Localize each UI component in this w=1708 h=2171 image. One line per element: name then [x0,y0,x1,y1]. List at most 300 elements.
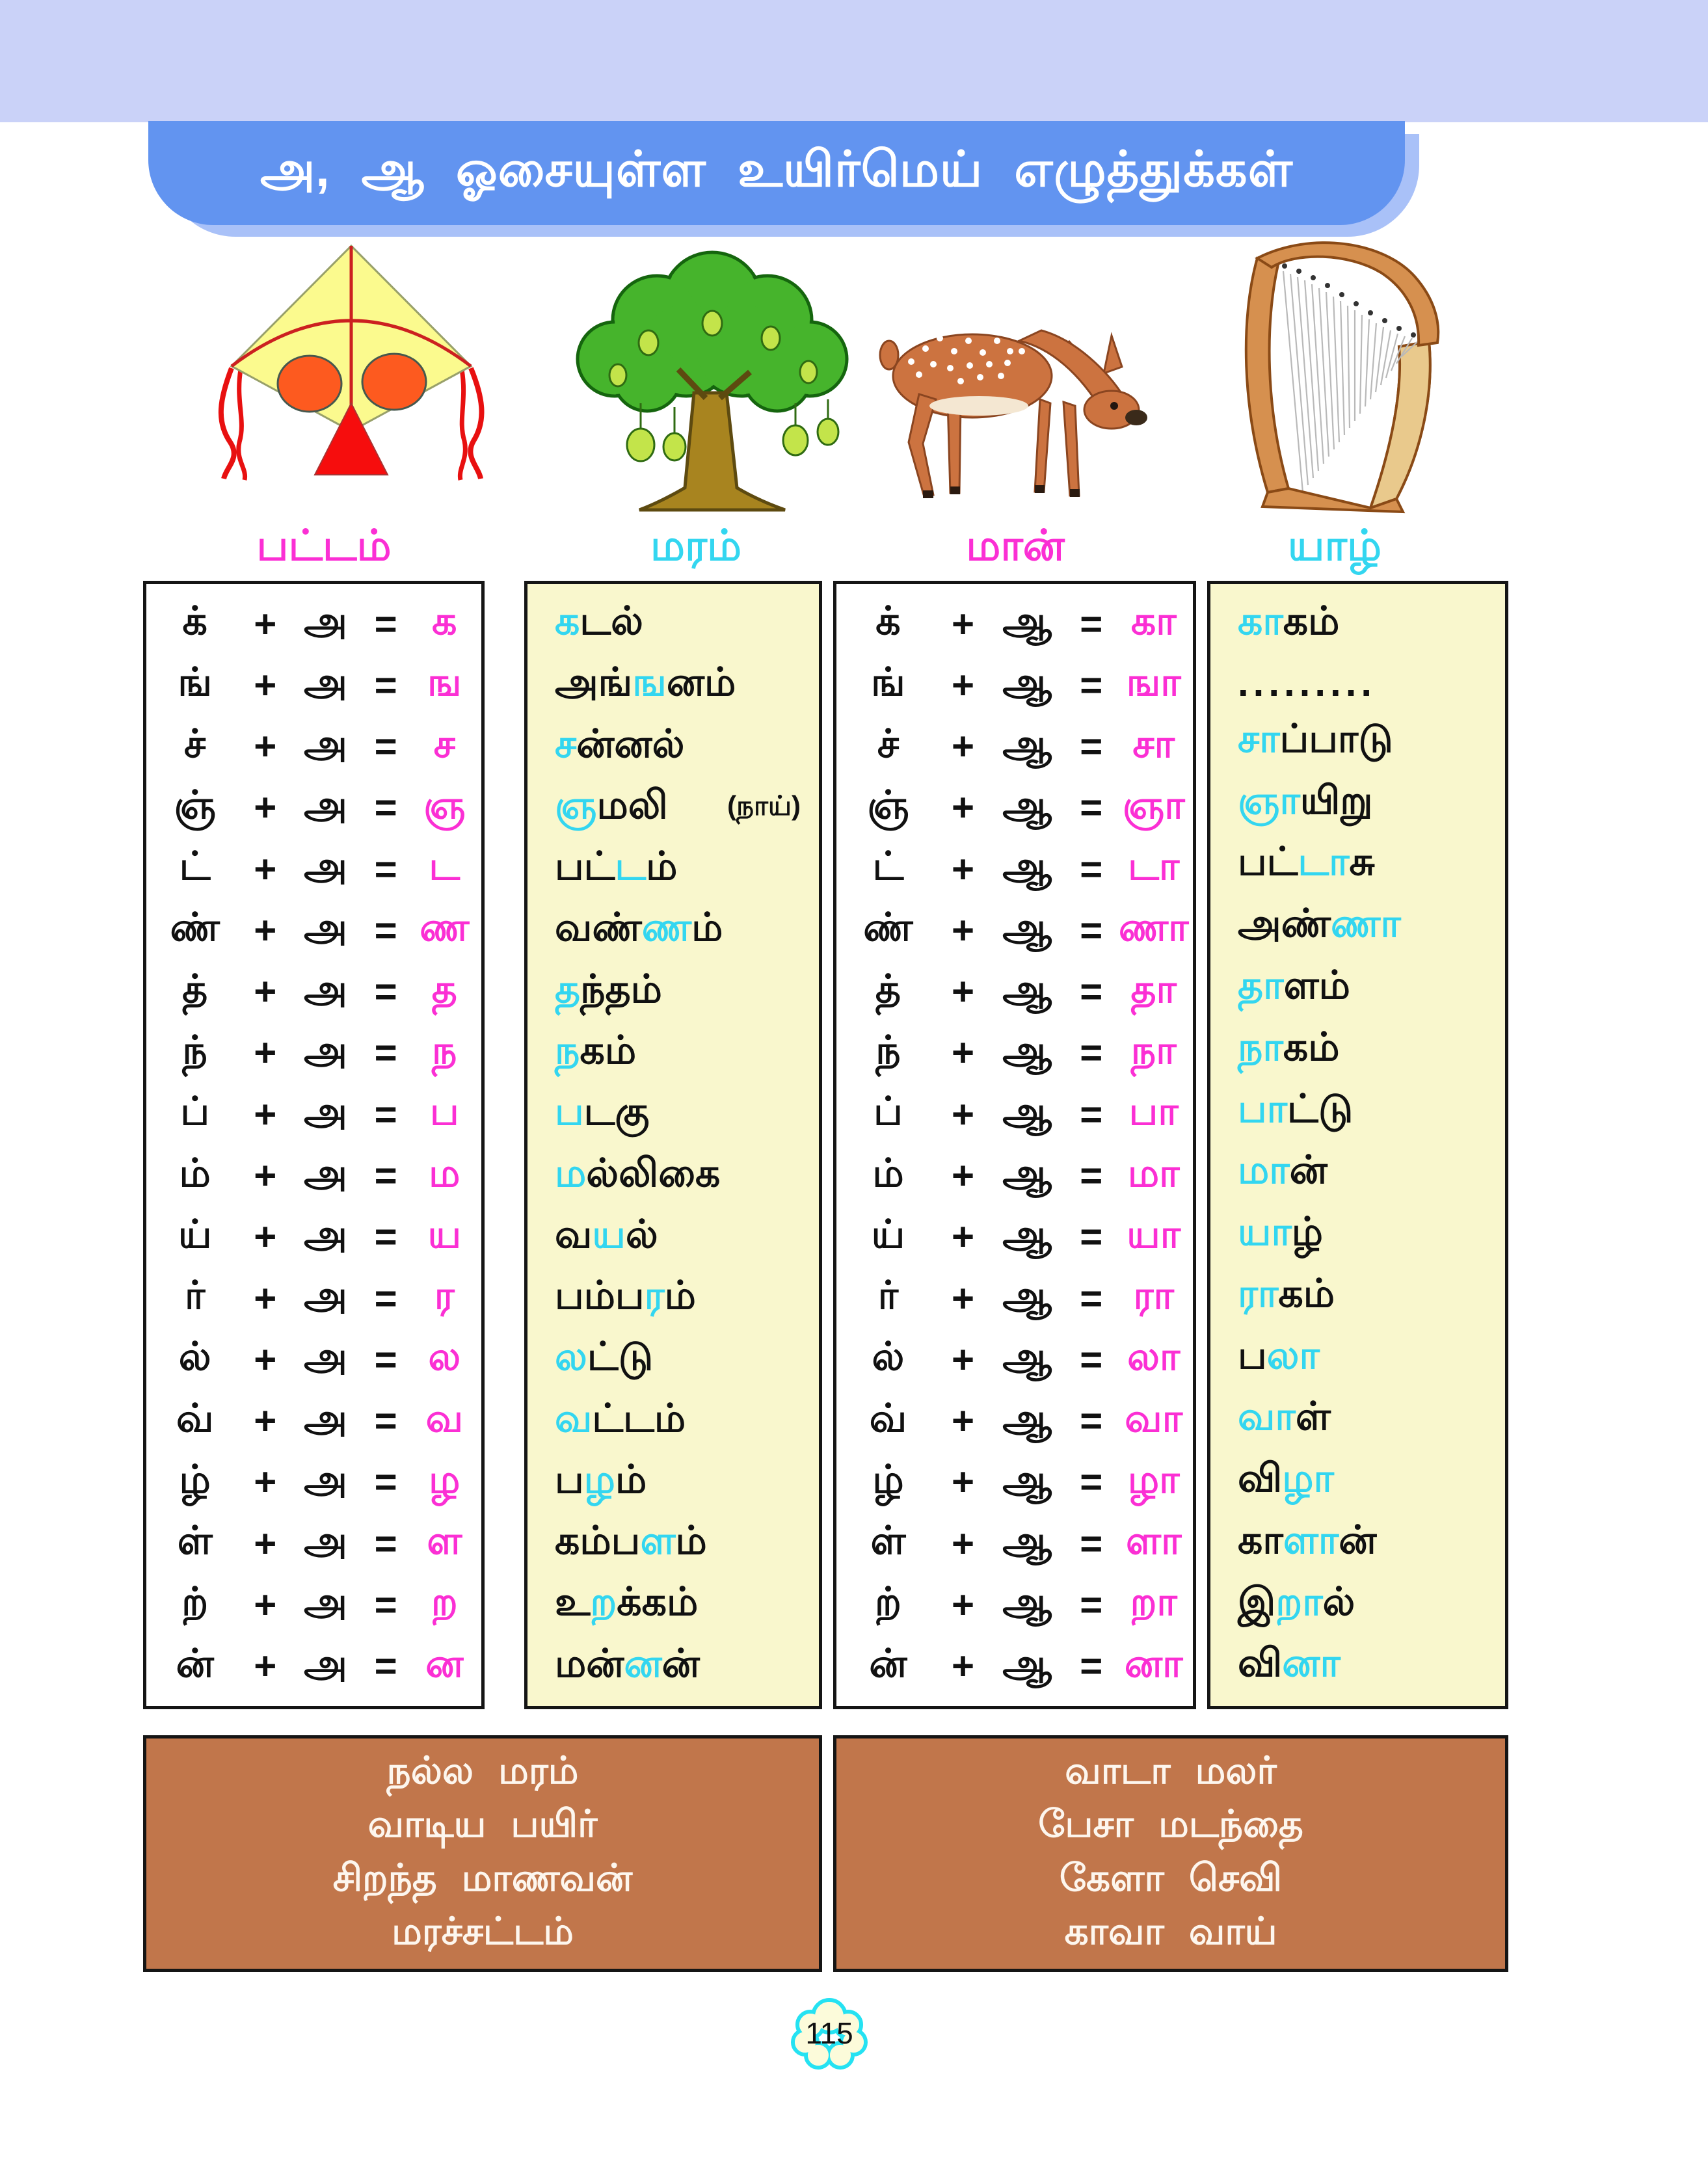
equals-sign: = [374,970,397,1014]
equals-sign: = [1080,970,1103,1014]
word-prefix: பட் [1238,840,1298,884]
example-word-row [527,1579,819,1630]
page-number-flower [786,1997,874,2073]
vowel-letter: ஆ [1002,1519,1052,1563]
consonant-letter: வ் [176,1396,214,1440]
example-word-row [1210,839,1505,890]
word-highlight: ம [555,1151,587,1195]
kite-ribbon-right [470,368,481,479]
consonant-letter: க் [182,599,207,643]
plus-sign: + [952,970,975,1014]
label-deer: மான் [966,521,1065,569]
kite-ribbon-right2 [460,369,465,480]
equation-row [836,844,1193,894]
result-letter: யா [1127,1212,1181,1256]
vowel-letter: அ [304,966,347,1011]
word-suffix: சு [1349,840,1375,884]
phrase-line: சிறந்த மாணவன் [332,1856,633,1899]
vowel-letter: அ [304,1273,347,1318]
kite-eye-left [278,356,341,412]
word-note: (நாய்) [727,790,801,821]
word-highlight: லா [1266,1333,1320,1377]
word-prefix: மன் [555,1641,624,1685]
equation-row [146,1151,481,1201]
example-word-row [1210,1147,1505,1198]
equals-sign: = [1080,1337,1103,1381]
top-band [0,0,1708,122]
word-highlight: ண [641,905,692,950]
consonant-letter: ள் [870,1519,906,1563]
result-letter: ட [429,844,460,888]
result-letter: டா [1128,844,1180,888]
plus-sign: + [254,1337,277,1381]
result-letter: ழ [429,1457,460,1501]
example-word-row [1210,598,1505,649]
word-suffix: ல் [625,1212,658,1256]
phrase-line: நல்ல மரம் [386,1749,579,1792]
consonant-letter: ற் [181,1580,209,1624]
consonant-letter: ல் [872,1335,905,1379]
result-letter: றா [1130,1580,1177,1624]
deer-muzzle [1125,410,1147,425]
word-prefix: அங் [555,660,633,704]
plus-sign: + [254,1644,277,1688]
word-highlight: றா [1275,1579,1323,1623]
aa-words-box [1207,581,1508,1709]
result-letter: ழா [1127,1457,1180,1501]
example-word-row [527,1518,819,1569]
equation-row [146,659,481,710]
plus-sign: + [952,1276,975,1320]
word-highlight: ச [555,721,577,766]
word-suffix: ள் [1295,1394,1331,1439]
word-prefix: ப [1238,1333,1267,1377]
consonant-letter: ய் [178,1212,212,1256]
word-prefix: கா [1238,1517,1283,1562]
word-suffix: ன் [1339,1517,1377,1562]
phrase-box-right [833,1735,1508,1972]
vowel-letter: ஆ [1002,1641,1052,1685]
plus-sign: + [952,1582,975,1627]
word-suffix: ட்டு [1287,1086,1354,1130]
equals-sign: = [1080,1276,1103,1320]
equation-row [146,1641,481,1692]
example-word-row [527,1641,819,1692]
word-suffix: ன் [1289,1148,1328,1192]
vowel-letter: ஆ [1002,721,1052,766]
plus-sign: + [952,786,975,830]
consonant-letter: ங் [178,660,212,704]
equals-sign: = [374,786,397,830]
result-letter: ல [428,1335,461,1379]
consonant-letter: ர் [184,1273,206,1318]
consonant-letter: ழ் [872,1457,904,1501]
result-letter: வா [1125,1396,1183,1440]
equals-sign: = [374,1337,397,1381]
consonant-letter: ட் [872,844,904,888]
word-suffix: ல்லிகை [586,1151,721,1195]
a-words-box [524,581,822,1709]
vowel-letter: அ [304,1335,347,1379]
consonant-letter: ள் [177,1519,213,1563]
word-suffix: க்கம் [617,1580,699,1624]
equals-sign: = [1080,1031,1103,1075]
word-highlight: ளா [1283,1517,1339,1562]
equals-sign: = [1080,1154,1103,1198]
word-prefix: அண் [1238,901,1331,946]
vowel-letter: அ [304,1457,347,1501]
plus-sign: + [254,1276,277,1320]
consonant-letter: ல் [178,1335,211,1379]
plus-sign: + [952,1031,975,1075]
result-letter: ன [425,1641,464,1685]
example-word-row [527,1396,819,1446]
word-suffix: ......... [1238,661,1377,705]
example-word-row [527,966,819,1017]
result-letter: ங [427,660,462,704]
equals-sign: = [374,1399,397,1443]
result-letter: ஞா [1122,782,1185,827]
word-highlight: ஞா [1238,778,1300,822]
example-word-row [527,844,819,894]
consonant-letter: ச் [184,721,206,766]
consonant-letter: ன் [176,1641,214,1685]
a-equations-box [143,581,485,1709]
kite-ribbon-left2 [239,369,245,480]
result-letter: மா [1127,1151,1180,1195]
word-highlight: ந [555,1028,580,1072]
word-highlight: டா [1298,840,1350,884]
word-highlight: ள [640,1519,676,1563]
vowel-letter: அ [304,1519,347,1563]
example-word-row [1210,1209,1505,1260]
result-letter: ய [427,1212,462,1256]
example-word-row [527,721,819,772]
plus-sign: + [952,1399,975,1443]
word-highlight: ன [624,1641,662,1685]
word-prefix: வி [1238,1456,1283,1500]
plus-sign: + [952,602,975,646]
consonant-letter: ண் [863,905,913,950]
example-word-row [1210,1456,1505,1506]
example-word-row [527,659,819,710]
equation-row [836,1151,1193,1201]
word-highlight: ல [555,1335,587,1379]
plus-sign: + [254,602,277,646]
word-suffix: கம் [1283,599,1340,643]
equals-sign: = [374,847,397,891]
word-prefix: ப [555,1457,584,1501]
word-suffix: கம் [1283,1024,1340,1069]
equation-row [836,721,1193,772]
equals-sign: = [374,725,397,769]
result-letter: லா [1127,1335,1181,1379]
word-highlight: ரா [1238,1271,1279,1315]
word-highlight: மா [1238,1148,1290,1192]
equals-sign: = [1080,1582,1103,1627]
word-suffix: ப்பாடு [1279,716,1393,760]
vowel-letter: ஆ [1002,1212,1052,1256]
equation-row [146,1089,481,1139]
example-word-row [1210,1271,1505,1322]
vowel-letter: அ [304,1580,347,1624]
word-suffix: ந்தம் [580,966,662,1011]
phrase-line: பேசா மடந்தை [1038,1803,1303,1846]
example-word-row [1210,963,1505,1013]
word-suffix: கம் [580,1028,637,1072]
label-kite: பட்டம் [256,521,392,569]
example-word-row [1210,716,1505,767]
word-suffix: டகு [583,1089,650,1134]
plus-sign: + [254,1582,277,1627]
label-harp: யாழ் [1287,521,1382,569]
vowel-letter: ஆ [1002,1396,1052,1440]
equals-sign: = [1080,847,1103,891]
consonant-letter: ந் [182,1028,207,1072]
phrase-box-left [143,1735,822,1972]
result-letter: ள [427,1519,462,1563]
word-suffix: ம் [615,1457,647,1501]
word-highlight: ழ [583,1457,615,1501]
equation-row [836,1457,1193,1508]
result-letter: பா [1128,1089,1179,1134]
plus-sign: + [952,1215,975,1259]
word-suffix: ம் [646,844,678,888]
word-highlight: வ [555,1396,593,1440]
consonant-letter: ஞ் [174,782,216,827]
word-highlight: பா [1238,1086,1287,1130]
example-word-row [1210,1579,1505,1630]
plus-sign: + [254,1092,277,1136]
equals-sign: = [374,1031,397,1075]
equation-row [836,782,1193,833]
plus-sign: + [952,1154,975,1198]
plus-sign: + [254,725,277,769]
consonant-letter: ற் [875,1580,901,1624]
example-word-row [527,782,819,833]
tree-trunk [639,393,785,510]
equals-sign: = [374,1521,397,1565]
example-word-row [527,1273,819,1324]
vowel-letter: ஆ [1002,1457,1052,1501]
equals-sign: = [1080,602,1103,646]
word-prefix: பம்ப [555,1273,645,1318]
plus-sign: + [952,1460,975,1504]
deer-eye [1110,402,1118,410]
equals-sign: = [1080,1399,1103,1443]
equals-sign: = [374,1460,397,1504]
vowel-letter: அ [304,721,347,766]
equation-row [836,966,1193,1017]
example-word-row [1210,778,1505,829]
result-letter: ம [429,1151,460,1195]
plus-sign: + [952,1337,975,1381]
result-letter: கா [1130,599,1177,643]
equals-sign: = [374,1092,397,1136]
equals-sign: = [1080,1521,1103,1565]
equals-sign: = [1080,663,1103,707]
word-suffix: ளம் [1283,963,1350,1007]
equation-row [836,1212,1193,1262]
example-word-row [527,1334,819,1385]
equals-sign: = [1080,908,1103,952]
equals-sign: = [1080,1460,1103,1504]
phrase-line: காவா வாய் [1064,1910,1277,1953]
vowel-letter: ஆ [1002,844,1052,888]
word-highlight: க [555,599,580,643]
plus-sign: + [952,725,975,769]
consonant-letter: ய் [871,1212,905,1256]
result-letter: த [431,966,457,1011]
phrase-line: மரச்சட்டம் [392,1910,574,1953]
result-letter: ரா [1133,1273,1174,1318]
word-suffix: ழ் [1291,1210,1324,1254]
vowel-letter: அ [304,599,347,643]
consonant-letter: த் [875,966,901,1011]
equation-row [836,1334,1193,1385]
result-letter: வ [425,1396,464,1440]
word-suffix: னம் [666,660,736,704]
consonant-letter: ம் [179,1151,211,1195]
vowel-letter: ஆ [1002,1151,1052,1195]
deer-hooves [923,485,1080,498]
vowel-letter: அ [304,1151,347,1195]
result-letter: ப [429,1089,459,1134]
vowel-letter: ஆ [1002,905,1052,950]
vowel-letter: அ [304,905,347,950]
plus-sign: + [952,1092,975,1136]
equation-row [146,1334,481,1385]
deer-belly [929,396,1028,416]
equation-row [146,1518,481,1569]
vowel-letter: ஆ [1002,1335,1052,1379]
equals-sign: = [374,1276,397,1320]
word-highlight: கா [1238,599,1283,643]
equals-sign: = [374,1215,397,1259]
equals-sign: = [374,1582,397,1627]
equation-row [836,1579,1193,1630]
vowel-letter: அ [304,844,347,888]
word-suffix: ம் [664,1273,696,1318]
result-letter: ண [420,905,470,950]
result-letter: ந [432,1028,457,1072]
word-prefix: வண் [555,905,642,950]
example-word-row [1210,901,1505,952]
vowel-letter: ஆ [1002,660,1052,704]
equals-sign: = [1080,1215,1103,1259]
word-prefix: பட் [555,844,615,888]
tree-illustration [550,242,878,515]
word-prefix: வி [1238,1641,1283,1685]
result-letter: ற [431,1580,458,1624]
kite-ribbon-left [221,368,234,479]
equation-row [836,1641,1193,1692]
harp-pillar [1246,258,1288,492]
consonant-letter: த் [182,966,208,1011]
label-tree: மரம் [650,521,742,569]
equation-row [836,659,1193,710]
example-word-row [1210,1394,1505,1445]
equation-row [836,1396,1193,1446]
example-word-row [1210,1024,1505,1075]
vowel-letter: அ [304,660,347,704]
word-suffix: யிறு [1300,778,1373,822]
vowel-letter: அ [304,1028,347,1072]
plus-sign: + [254,1154,277,1198]
word-suffix: மலி [596,782,668,827]
result-letter: சா [1132,721,1175,766]
vowel-letter: ஆ [1002,1028,1052,1072]
result-letter: ர [434,1273,455,1318]
phrase-line: வாடிய பயிர் [367,1803,598,1846]
equation-row [146,1273,481,1324]
equation-row [146,1028,481,1078]
equation-row [836,905,1193,955]
vowel-letter: அ [304,1089,347,1134]
equals-sign: = [374,908,397,952]
result-letter: க [432,599,457,643]
equation-row [146,598,481,649]
example-word-row [527,1151,819,1201]
equation-row [146,1396,481,1446]
word-suffix: ன்னல் [576,721,685,766]
word-suffix: ம் [691,905,723,950]
word-highlight: த [555,966,581,1011]
word-suffix: டல் [580,599,643,643]
word-highlight: வா [1238,1394,1296,1439]
plus-sign: + [254,1460,277,1504]
word-highlight: நா [1238,1024,1283,1069]
word-highlight: ற [590,1580,617,1624]
consonant-letter: ஞ் [867,782,909,827]
consonant-letter: ழ் [179,1457,211,1501]
word-suffix: ட்டு [587,1335,654,1379]
word-highlight: ய [592,1212,626,1256]
result-letter: ச [433,721,455,766]
word-highlight: ணா [1331,901,1401,946]
word-highlight: ங [632,660,667,704]
page-number: 115 [805,2016,853,2050]
equals-sign: = [374,602,397,646]
example-word-row [527,598,819,649]
word-suffix: ம் [675,1519,707,1563]
plus-sign: + [952,1644,975,1688]
word-highlight: யா [1238,1210,1292,1254]
equation-row [146,966,481,1017]
aa-equations-box [833,581,1196,1709]
consonant-letter: ந் [875,1028,901,1072]
result-letter: ஙா [1126,660,1181,704]
phrase-line: கேளா செவி [1059,1856,1283,1899]
word-prefix: கம்ப [555,1519,641,1563]
word-highlight: சா [1238,716,1280,760]
example-word-row [1210,1517,1505,1568]
example-word-row [527,1212,819,1262]
kite-eye-right [362,354,426,410]
equals-sign: = [1080,725,1103,769]
plus-sign: + [254,663,277,707]
deer-illustration [849,278,1154,505]
word-suffix: கம் [1278,1271,1335,1315]
word-suffix: ல் [1322,1579,1355,1623]
vowel-letter: அ [304,1396,347,1440]
word-highlight: தா [1238,963,1284,1007]
result-letter: ணா [1118,905,1189,950]
consonant-letter: ட் [179,844,211,888]
vowel-letter: ஆ [1002,1580,1052,1624]
equation-row [146,905,481,955]
vowel-letter: ஆ [1002,1273,1052,1318]
